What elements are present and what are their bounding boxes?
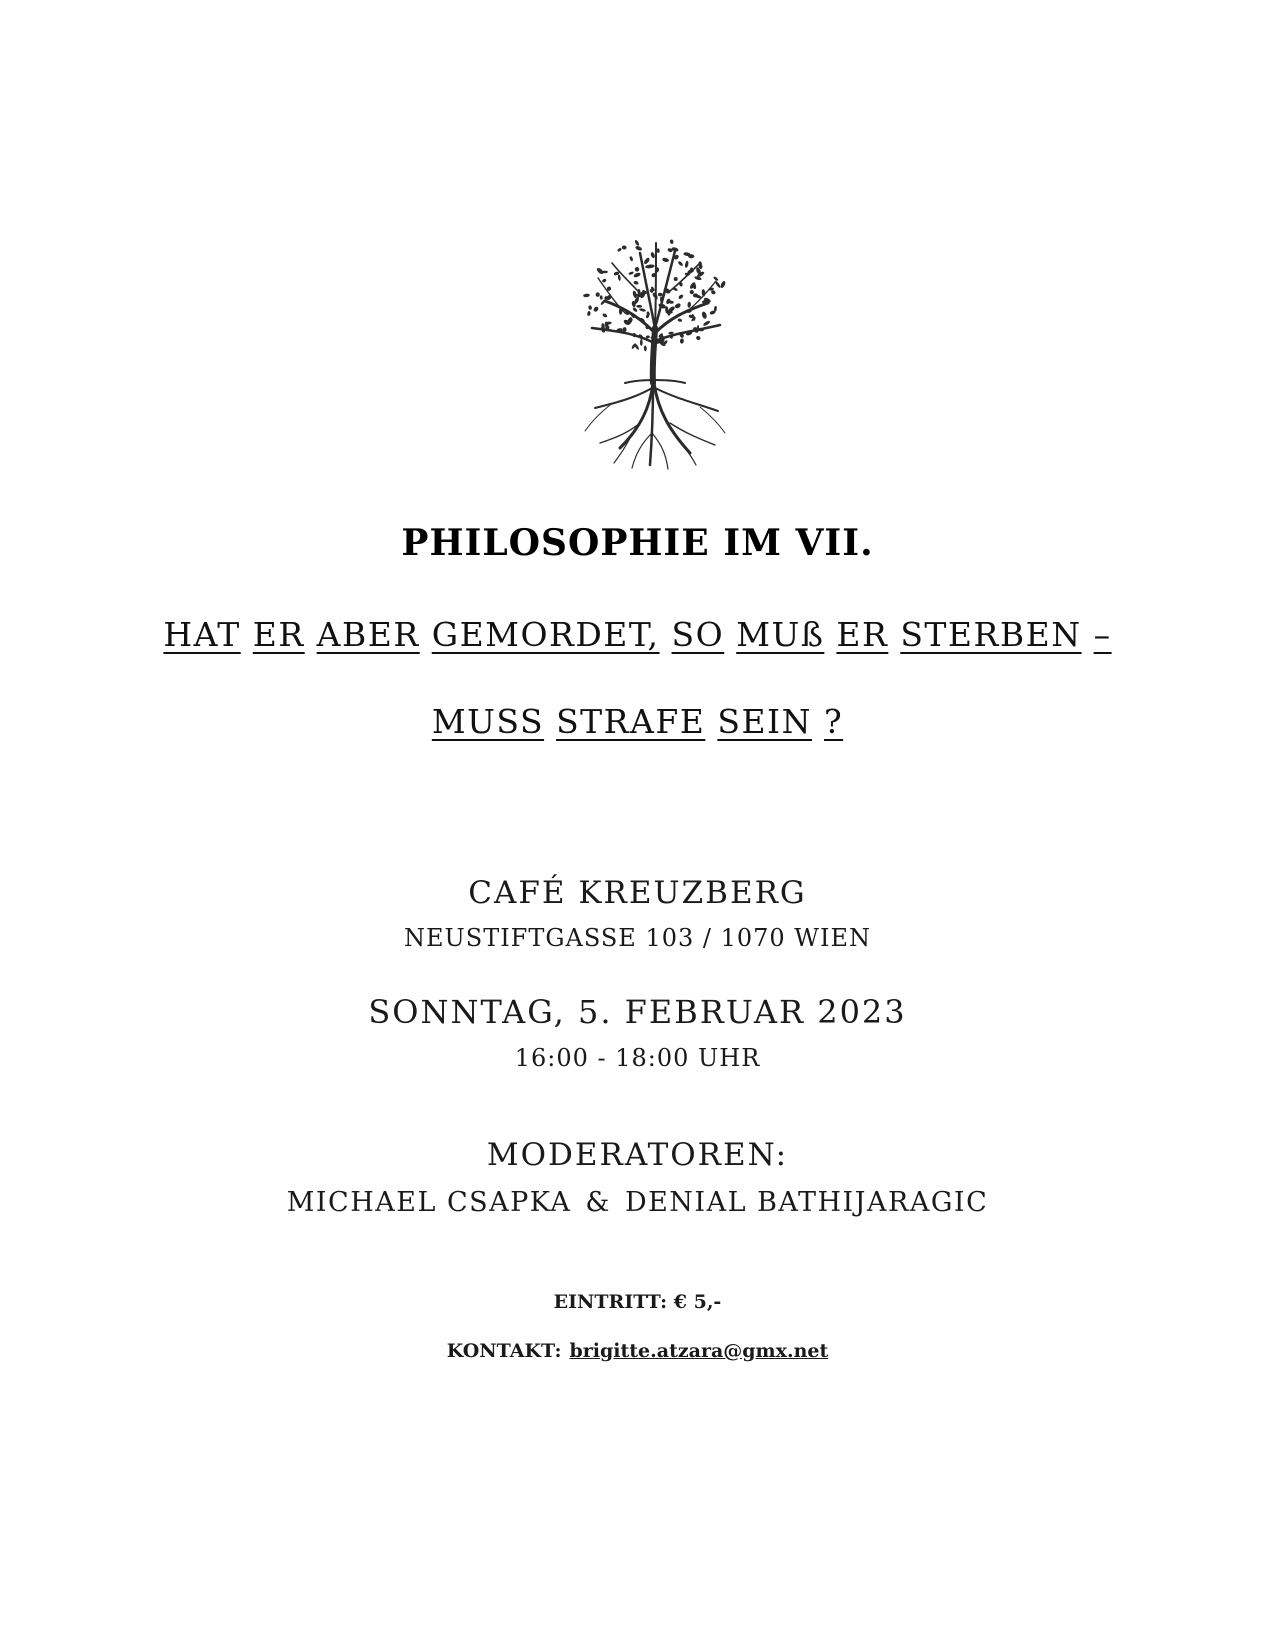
question-word: SEIN [717,702,812,741]
moderator-name: DENIAL BATHIJARAGIC [624,1187,989,1218]
question-word: MUß [736,615,825,654]
moderator-name: MICHAEL CSAPKA [286,1187,572,1218]
moderators-label: MODERATOREN: [486,1137,789,1173]
event-date: SONNTAG, 5. FEBRUAR 2023 [368,993,907,1031]
question-line-2 [0,702,1275,741]
question-word: ER [836,615,889,654]
venue-name: CAFÉ KREUZBERG [468,875,807,911]
entry-fee: EINTRITT: € 5,- [553,1291,722,1313]
question-word: STERBEN [900,615,1082,654]
question-word: HAT [163,615,241,654]
event-title: PHILOSOPHIE IM VII. [401,522,874,564]
question-word: GEMORDET, [431,615,660,654]
tree-of-life-icon [570,233,740,473]
contact-line [0,1340,1275,1362]
question-word: SO [671,615,725,654]
contact-email-link[interactable]: brigitte.atzara@gmx.net [569,1340,829,1362]
question-word: MUSS [431,702,545,741]
moderators-names [0,1187,1275,1218]
question-word: – [1093,615,1112,654]
question-word: ABER [316,615,420,654]
contact-label: KONTAKT: [446,1340,562,1362]
question-word: STRAFE [556,702,706,741]
moderators-separator: & [585,1187,611,1218]
venue-address: NEUSTIFTGASSE 103 / 1070 WIEN [404,924,871,952]
question-line-1 [0,615,1275,654]
event-time: 16:00 - 18:00 UHR [514,1044,761,1072]
question-word: ER [252,615,305,654]
question-word: ? [823,702,844,741]
